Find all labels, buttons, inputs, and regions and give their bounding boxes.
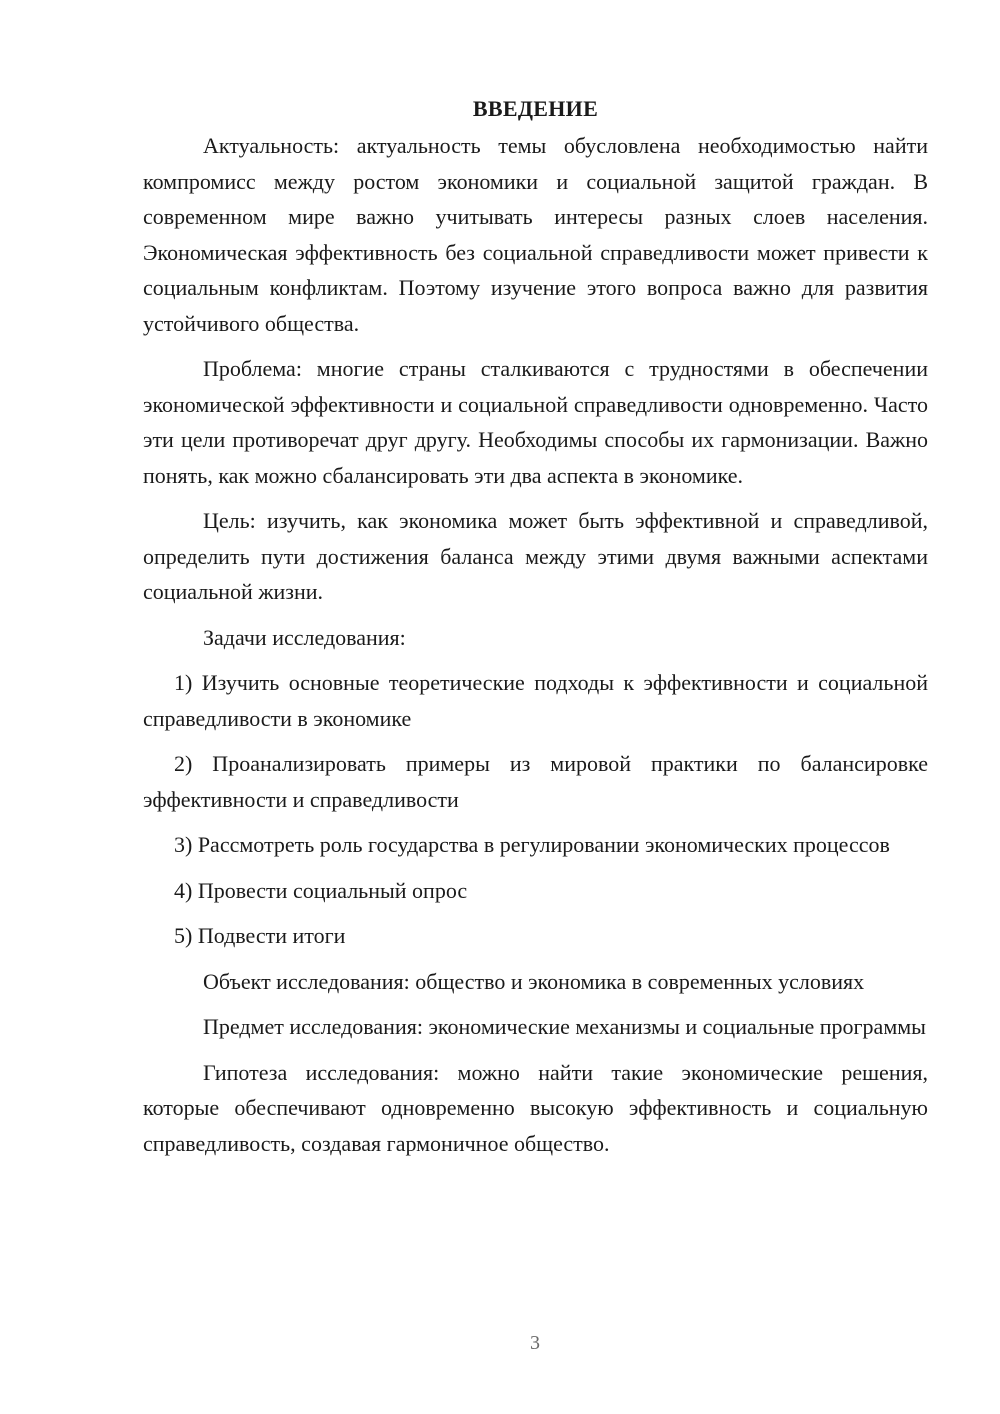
section-title: ВВЕДЕНИЕ — [472, 96, 599, 121]
page-number: 3 — [530, 1332, 540, 1354]
problem-paragraph: Проблема: многие страны сталкиваются с трудностями в обеспечении экономической эффективности и социальной справедливости одновременно. Часто эти цели противоречат друг другу. Необходимы способы их гармонизации. Важно понять, как можно сбалансировать эти два аспекта в экономике. — [143, 356, 928, 488]
hypothesis-paragraph: Гипотеза исследования: можно найти такие экономические решения, которые обеспечивают одновременно высокую эффективность и социальную справедливость, создавая гармоничное общество. — [143, 1059, 928, 1156]
task-item-3: 3) Рассмотреть роль государства в регулировании экономических процессов — [174, 832, 890, 857]
goal-paragraph: Цель: изучить, как экономика может быть эффективной и справедливой, определить пути достижения баланса между этими двумя важными аспектами социальной жизни. — [143, 508, 928, 604]
task-item-2: 2) Проанализировать примеры из мировой практики по балансировке эффективности и справедливости — [143, 751, 928, 812]
subject-paragraph: Предмет исследования: экономические механизмы и социальные программы — [203, 1014, 926, 1039]
object-paragraph: Объект исследования: общество и экономика в современных условиях — [203, 968, 865, 994]
task-item-1: 1) Изучить основные теоретические подходы к эффективности и социальной справедливости в экономике — [143, 670, 928, 731]
relevance-paragraph: Актуальность: актуальность темы обусловлена необходимостью найти компромисс между ростом экономики и социальной защитой граждан. В современном мире важно учитывать интересы разных слоев населения. Экономическая эффективность без социальной справедливости может привести к социальным конфликтам. Поэтому изучение этого вопроса важно для развития устойчивого общества. — [143, 133, 928, 336]
tasks-heading: Задачи исследования: — [203, 624, 406, 650]
document-page — [143, 94, 928, 1171]
task-item-5: 5) Подвести итоги — [174, 923, 346, 948]
task-item-4: 4) Провести социальный опрос — [174, 877, 468, 903]
